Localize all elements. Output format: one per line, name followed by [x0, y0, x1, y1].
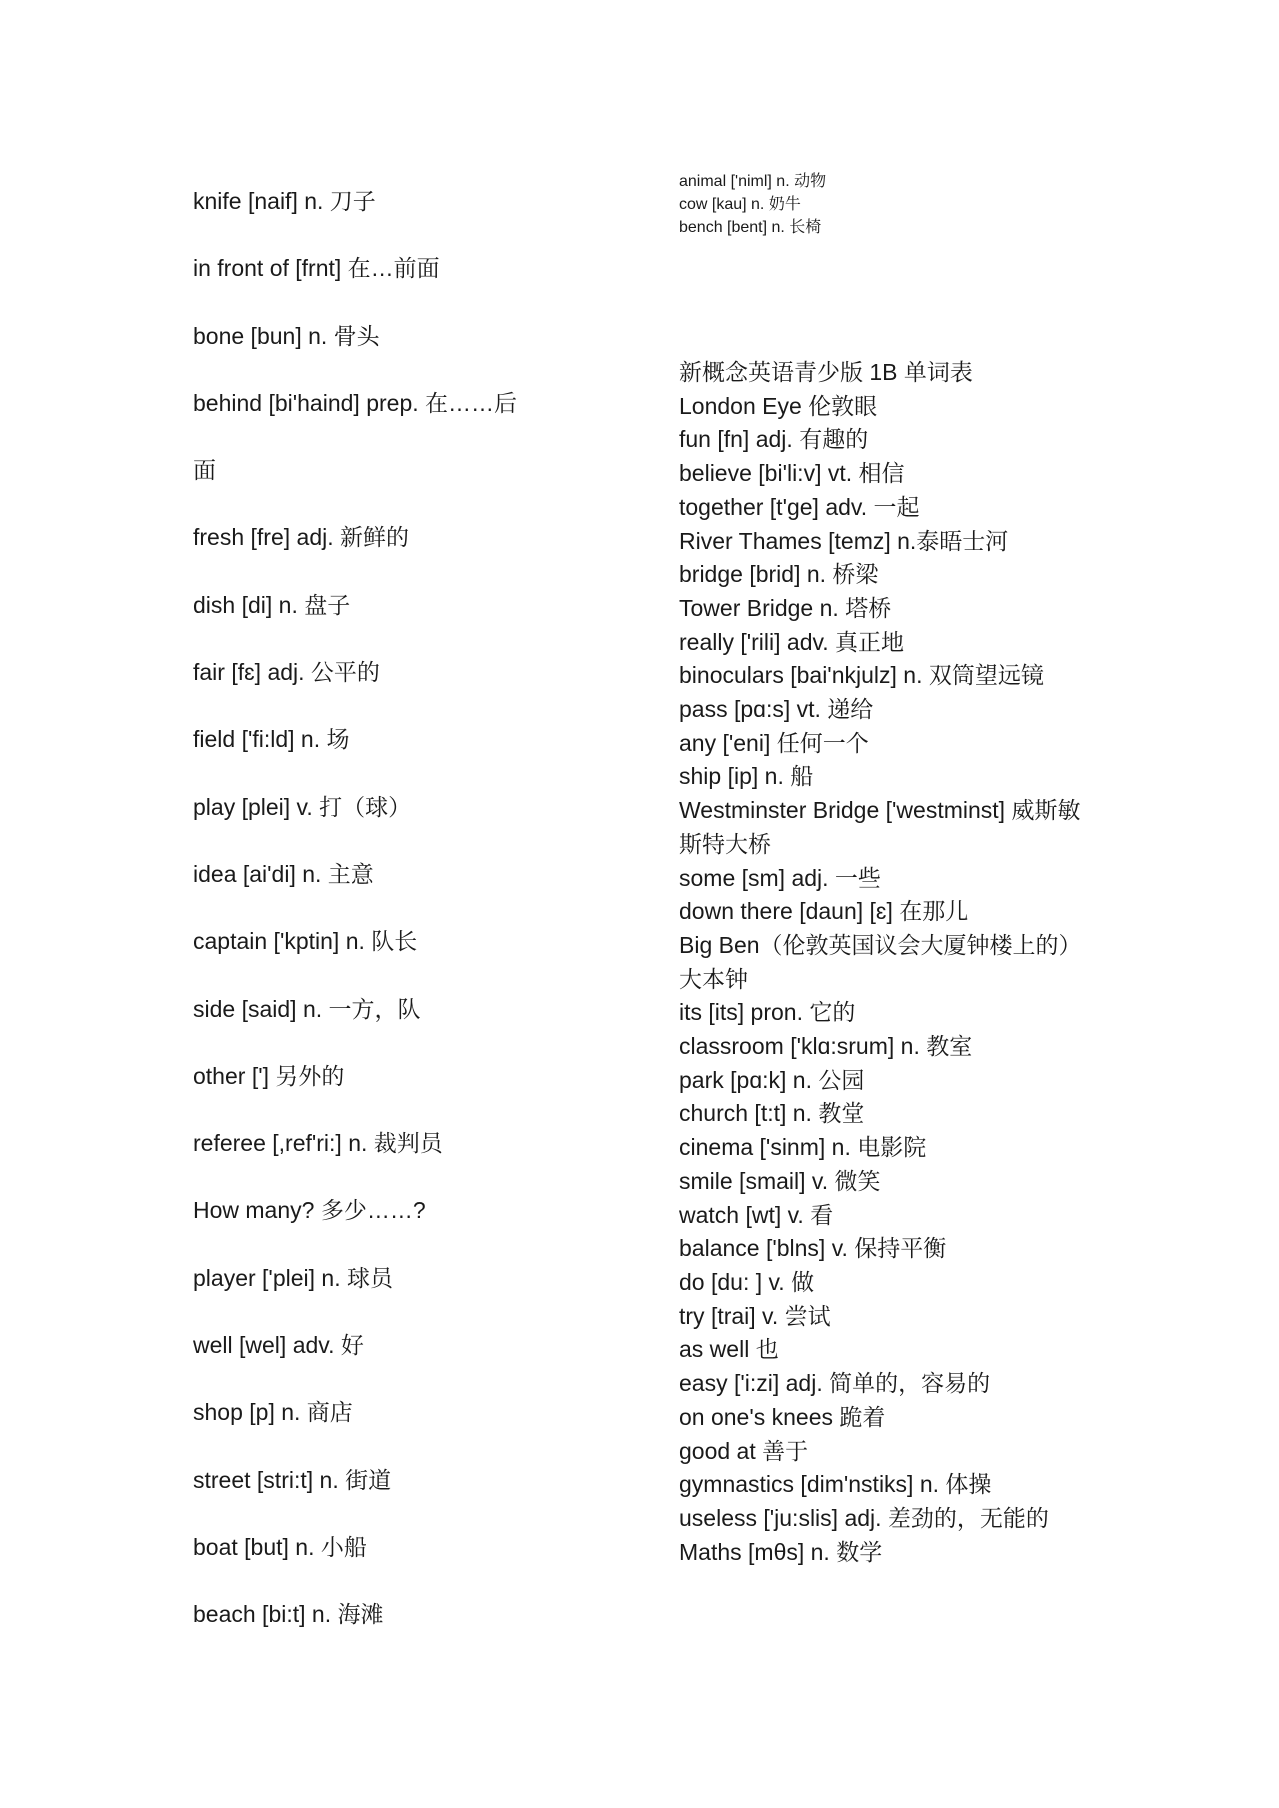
- right-column: [679, 356, 1099, 1569]
- vocab-entry: Big Ben（伦敦英国议会大厦钟楼上的）大本钟: [679, 931, 1082, 992]
- vocab-entry: other ['] 另外的: [193, 1062, 345, 1089]
- vocab-entry: in front of [frnt] 在…前面: [193, 255, 440, 282]
- vocab-entry: knife [naif] n. 刀子: [193, 188, 376, 214]
- vocab-entry: some [sm] adj. 一些: [679, 864, 881, 891]
- vocab-entry: binoculars [bai'nkjulz] n. 双筒望远镜: [679, 662, 1044, 689]
- vocab-entry: animal ['niml] n. 动物: [679, 173, 827, 190]
- vocab-entry: pass [pɑ:s] vt. 递给: [679, 696, 874, 723]
- word-list-title: 新概念英语青少版 1B 单词表: [679, 359, 973, 385]
- vocab-entry: shop [p] n. 商店: [193, 1399, 353, 1426]
- vocab-entry: really ['rili] adv. 真正地: [679, 628, 905, 655]
- vocab-entry: boat [but] n. 小船: [193, 1533, 367, 1560]
- vocab-entry: fun [fn] adj. 有趣的: [679, 426, 869, 453]
- vocab-entry: easy ['i:zi] adj. 简单的，容易的: [679, 1370, 991, 1397]
- vocab-entry: dish [di] n. 盘子: [193, 591, 351, 618]
- vocab-entry: bone [bun] n. 骨头: [193, 322, 380, 349]
- vocab-entry: Tower Bridge n. 塔桥: [679, 594, 892, 621]
- vocab-entry: gymnastics [dim'nstiks] n. 体操: [679, 1471, 992, 1498]
- vocab-entry: Westminster Bridge ['westminst] 威斯敏斯特大桥: [679, 797, 1081, 857]
- vocab-entry: together [t'ge] adv. 一起: [679, 493, 920, 520]
- left-column: [193, 168, 633, 1649]
- vocab-entry: good at 善于: [679, 1437, 809, 1464]
- vocab-entry: well [wel] adv. 好: [193, 1332, 364, 1359]
- vocab-entry: down there [daun] [ɛ] 在那儿: [679, 898, 969, 925]
- vocab-entry: street [stri:t] n. 街道: [193, 1466, 392, 1493]
- vocab-entry: church [t:t] n. 教堂: [679, 1100, 865, 1127]
- vocab-entry: captain ['kptin] n. 队长: [193, 928, 418, 955]
- vocab-entry: idea [ai'di] n. 主意: [193, 860, 374, 887]
- vocab-entry: behind [bi'haind] prep. 在……后: [193, 389, 518, 416]
- vocab-entry: side [said] n. 一方，队: [193, 995, 421, 1022]
- vocab-entry: do [du: ] v. 做: [679, 1268, 815, 1295]
- vocab-entry: try [trai] v. 尝试: [679, 1302, 831, 1329]
- vocab-entry: London Eye 伦敦眼: [679, 392, 878, 419]
- vocab-entry: useless ['ju:slis] adj. 差劲的，无能的: [679, 1504, 1049, 1531]
- vocab-entry: 面: [193, 457, 216, 484]
- vocab-entry: cinema ['sinm] n. 电影院: [679, 1134, 927, 1161]
- vocab-entry: balance ['blns] v. 保持平衡: [679, 1235, 947, 1262]
- vocab-entry: fresh [fre] adj. 新鲜的: [193, 524, 410, 551]
- vocab-entry: River Thames [temz] n.泰晤士河: [679, 527, 1009, 554]
- vocab-entry: bench [bent] n. 长椅: [679, 219, 822, 236]
- right-column-top: [679, 168, 1099, 237]
- vocab-entry: cow [kau] n. 奶牛: [679, 196, 801, 213]
- vocab-entry: any ['eni] 任何一个: [679, 729, 869, 756]
- vocab-entry: fair [fɛ] adj. 公平的: [193, 659, 380, 686]
- vocab-entry: as well 也: [679, 1336, 779, 1363]
- vocab-entry: on one's knees 跪着: [679, 1403, 886, 1430]
- vocab-entry: watch [wt] v. 看: [679, 1201, 834, 1228]
- vocab-entry: smile [smail] v. 微笑: [679, 1167, 881, 1194]
- vocab-entry: field ['fi:ld] n. 场: [193, 726, 350, 753]
- vocab-entry: How many? 多少……?: [193, 1197, 426, 1224]
- vocab-entry: park [pɑ:k] n. 公园: [679, 1066, 865, 1093]
- vocab-entry: its [its] pron. 它的: [679, 999, 856, 1026]
- vocab-entry: player ['plei] n. 球员: [193, 1264, 393, 1291]
- vocab-entry: beach [bi:t] n. 海滩: [193, 1601, 384, 1628]
- vocab-entry: play [plei] v. 打（球）: [193, 793, 412, 820]
- vocab-entry: classroom ['klɑ:srum] n. 教室: [679, 1033, 973, 1060]
- vocab-entry: referee [,ref'ri:] n. 裁判员: [193, 1130, 443, 1157]
- vocab-entry: ship [ip] n. 船: [679, 763, 814, 790]
- vocab-entry: Maths [mθs] n. 数学: [679, 1538, 883, 1565]
- vocab-entry: believe [bi'li:v] vt. 相信: [679, 460, 905, 487]
- vocab-entry: bridge [brid] n. 桥梁: [679, 561, 879, 588]
